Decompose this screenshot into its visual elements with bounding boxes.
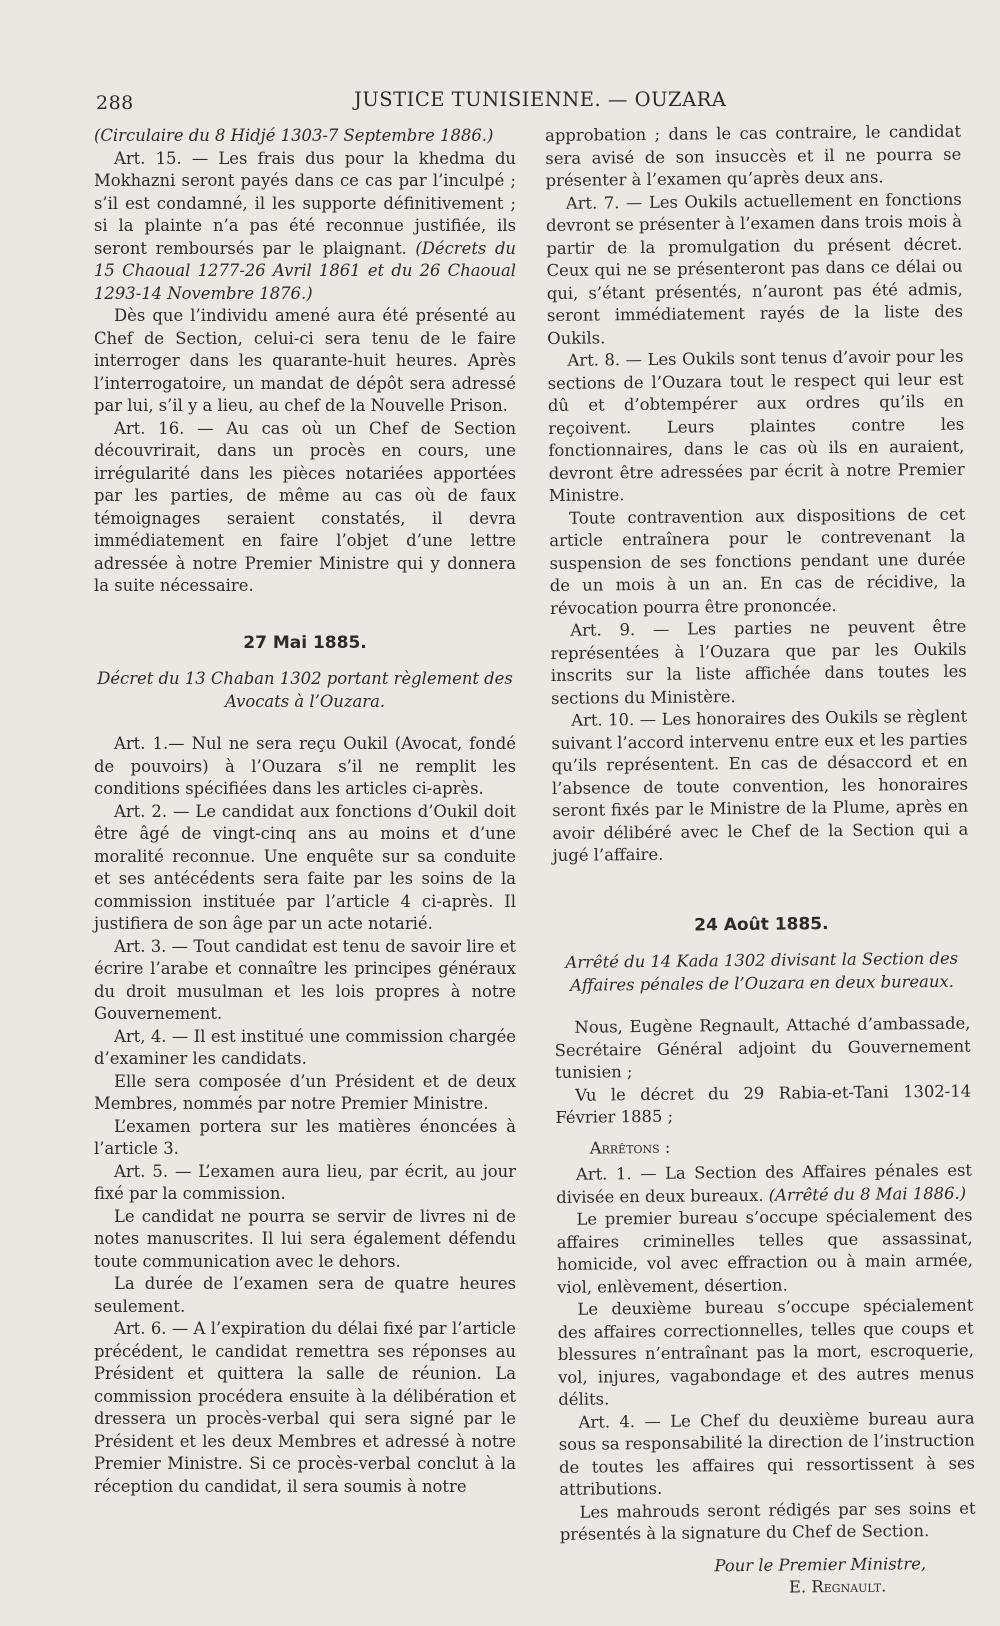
arrete-article-4: Art. 4. — Le Chef du deuxième bureau aura sous sa responsabilité la direction de l’instruction de toutes les affaires qui ressortissent à ses attributions. (558, 1408, 976, 1499)
decree1-article-6: Art. 6. — A l’expiration du délai fixé par l’article précédent, le candidat remettra ses réponses au Président et quittera la salle de réunion. La commission procédera ensuite à la délibération et dressera un procès-verbal qui sera signé par le Président et les deux Membres et adressé à notre Premier Ministre. Si ce procès-verbal conclut à la réception du candidat, il sera soumis à notre (94, 1319, 516, 1496)
arrete-article-1 (556, 1160, 972, 1209)
decree1-article-5: Art. 5. — L’examen aura lieu, par écrit, au jour fixé par la commission. (94, 1161, 516, 1203)
paragraph-interrogation: Dès que l’individu amené aura été présenté au Chef de Section, celui-ci sera tenu de le faire interroger dans les quarante-huit heures. Après l’interrogatoire, un mandat de dépôt sera adressé par lui, s’il y a lieu, au chef de la Nouvelle Prison. (94, 306, 516, 415)
decree1-article-8: Art. 8. — Les Oukils sont tenus d’avoir pour les sections de l’Ouzara tout le respect qui leur est dû et d’obtempérer aux ordres qu’ils en reçoivent. Leurs plaintes contre les fonctionnaires, dans le cas où ils en auraient, devront être adressées par écrit à notre Premier Ministre. (547, 346, 965, 505)
decree1-article-10: Art. 10. — Les honoraires des Oukils se règlent suivant l’accord intervenu entre eux et les parties qu’ils représentent. En cas de désaccord et en l’absence de toute convention, les honoraires seront fixés par le Ministre de la Plume, après en avoir délibéré avec le Chef de la Section qui a jugé l’affaire. (551, 706, 969, 865)
arretons-heading: Arrêtons : (589, 1137, 671, 1158)
decree1-article-7: Art. 7. — Les Oukils actuellement en fonctions devront se présenter à l’examen dans trois mois à partir de la promulgation du présent décret. Ceux qui ne se présenteront pas dans ce délai ou qui, s’étant présentés, n’auront pas été admis, seront immédiatement rayés de la liste des Oukils. (545, 189, 964, 348)
column-divider (532, 130, 533, 1510)
article-15-reference: (Décrets du 15 Chaoual 1277-26 Avril 1861 et du 26 Chaoual 1293-14 Novembre 1876.) (94, 238, 516, 303)
signature-surname: Regnault. (811, 1576, 887, 1597)
decree1-article-8-sanction: Toute contravention aux dispositions de cet article entraînera pour le contrevenant la suspension de ses fonctions pendant une durée de un mois à un an. En cas de récidive, la révocation pourra être prononcée. (549, 504, 966, 618)
arrete-article-1-text: Art. 1. — La Section des Affaires pénales est divisée en deux bureaux. (556, 1160, 973, 1207)
preamble-nous: Nous, Eugène Regnault, Attaché d’ambassade, Secrétaire Général adjoint du Gouvernement tunisien ; (554, 1013, 971, 1082)
page-number: 288 (96, 92, 134, 114)
decree-title-1: Décret du 13 Chaban 1302 portant règlement des Avocats à l’Ouzara. (97, 669, 513, 711)
article-16: Art. 16. — Au cas où un Chef de Section découvrirait, dans un procès en cours, une irrégularité dans les pièces notariées apportées par les parties, de même au cas où de faux témoignages seraient constatés, il devra immédiatement en faire l’objet d’une lettre adressée à notre Premier Ministre qui y donnera la suite nécessaire. (94, 418, 516, 595)
signature-initial: E. (788, 1577, 812, 1597)
date-heading-1: 27 Mai 1885. (243, 632, 367, 653)
article-15-text: Art. 15. — Les frais dus pour la khedma du Mokhazni seront payés dans ce cas par l’inculpé ; s’il est condamné, il les supporte définitivement ; si la plainte n’a pas été reconnue justifiée, ils seront remboursés par le plaignant. (94, 148, 516, 258)
arrete-second-bureau: Le deuxième bureau s’occupe spécialement des affaires correctionnelles, telles que coups et blessures n’entraînant pas la mort, escroquerie, vol, injures, vagabondage et des autres menus délits. (557, 1295, 975, 1409)
right-column (545, 121, 976, 1602)
decree1-article-4-composition: Elle sera composée d’un Président et de deux Membres, nommés par notre Premier Ministre. (94, 1071, 516, 1113)
arrete-article-1-reference: (Arrêté du 8 Mai 1886.) (768, 1183, 967, 1205)
decree1-article-5-books: Le candidat ne pourra se servir de livres ni de notes manuscrites. Il lui sera également défendu toute communication avec le dehors. (94, 1206, 516, 1271)
decree1-article-5-duration: La durée de l’examen sera de quatre heures seulement. (94, 1274, 516, 1316)
article-15 (94, 148, 516, 306)
decree1-article-1: Art. 1.— Nul ne sera reçu Oukil (Avocat, fondé de pouvoirs) à l’Ouzara s’il ne remplit les conditions spécifiées dans les articles ci-après. (94, 734, 516, 798)
decree1-article-3: Art. 3. — Tout candidat est tenu de savoir lire et écrire l’arabe et connaître les principes généraux du droit musulman et les lois propres à notre Gouvernement. (94, 936, 516, 1023)
signature-name (560, 1575, 976, 1602)
decree1-article-4: Art, 4. — Il est institué une commission chargée d’examiner les candidats. (94, 1026, 516, 1068)
circular-reference: (Circulaire du 8 Hidjé 1303-7 Septembre 1886.) (94, 126, 494, 145)
article-6-continuation: approbation ; dans le cas contraire, le candidat sera avisé de son insuccès et il ne pourra se présenter à l’examen qu’après deux ans. (545, 121, 962, 190)
arrete-first-bureau: Le premier bureau s’occupe spécialement des affaires criminelles telles que assassinat, homicide, vol avec effraction ou à main armée, viol, enlèvement, désertion. (556, 1205, 974, 1297)
preamble-vu: Vu le décret du 29 Rabia-et-Tani 1302-14 Février 1885 ; (555, 1081, 972, 1127)
page-header (92, 88, 960, 118)
decree1-article-9: Art. 9. — Les parties ne peuvent être représentées à l’Ouzara que par les Oukils inscrits sur la liste affichée dans toutes les sections du Ministère. (550, 616, 967, 708)
decree1-article-4-exam: L’examen portera sur les matières énoncées à l’article 3. (94, 1116, 516, 1158)
left-column (94, 125, 516, 1498)
running-title: JUSTICE TUNISIENNE. — OUZARA (354, 88, 727, 111)
signature-line: Pour le Premier Ministre, (714, 1553, 927, 1575)
decree1-article-2: Art. 2. — Le candidat aux fonctions d’Oukil doit être âgé de vingt-cinq ans au moins et d’une moralité reconnue. Une enquête sur sa conduite et ses antécédents sera faite par les soins de la commission instituée par l’article 4 ci-après. Il justifiera de son âge par un acte notarié. (94, 801, 516, 933)
decree-title-2: Arrêté du 14 Kada 1302 divisant la Section des Affaires pénales de l’Ouzara en deux bureaux. (565, 948, 959, 995)
date-heading-2: 24 Août 1885. (694, 913, 829, 935)
arrete-mahrouds: Les mahrouds seront rédigés par ses soins et présentés à la signature du Chef de Section. (559, 1498, 976, 1544)
